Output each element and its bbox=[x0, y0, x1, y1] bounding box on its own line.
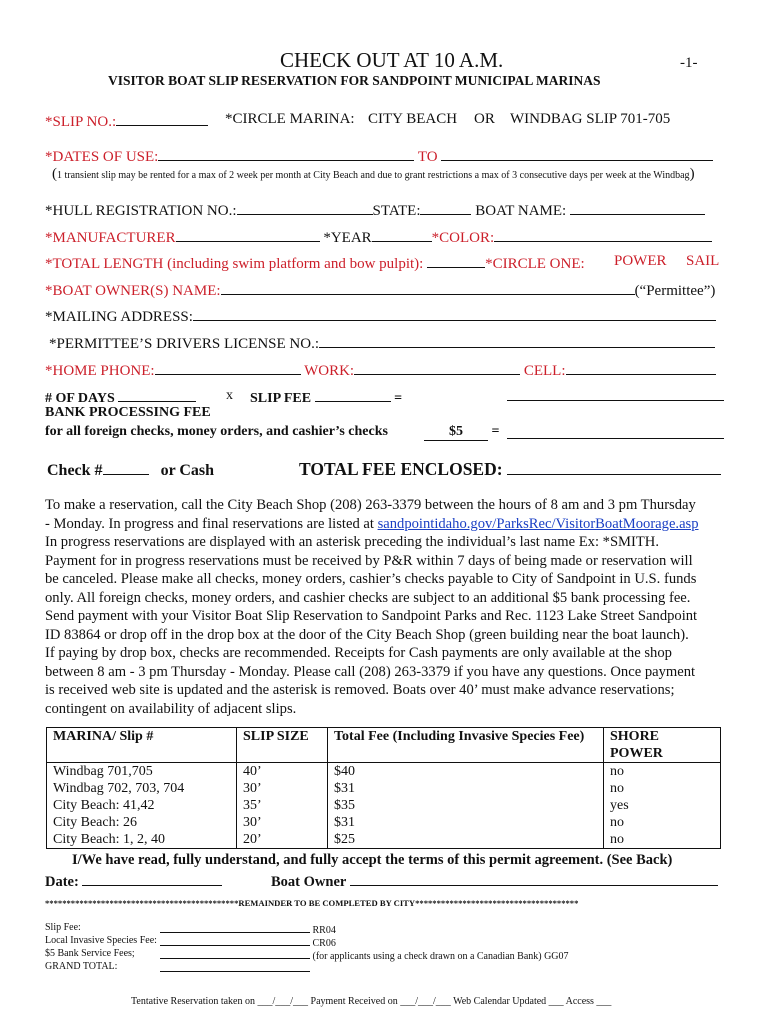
date-to-field[interactable] bbox=[441, 146, 713, 161]
owner-label: *BOAT OWNER(S) NAME: bbox=[45, 283, 221, 299]
transient-note-text: 1 transient slip may be rented for a max of 2 week per month at City Beach and due to grant restrictions a max of 3 consecutive days per week at the Windbag bbox=[57, 170, 690, 181]
slip-fee-office: Slip Fee: bbox=[45, 922, 81, 933]
color-field[interactable] bbox=[494, 227, 712, 242]
page-number: -1- bbox=[680, 55, 698, 71]
owner-field[interactable] bbox=[221, 280, 635, 295]
moorage-link[interactable]: sandpointidaho.gov/ParksRec/VisitorBoatMoorage.asp bbox=[377, 515, 699, 532]
owner-signature-row bbox=[271, 871, 718, 891]
rate-table-header bbox=[47, 728, 721, 763]
invasive-fee-office-row: CR06 bbox=[160, 935, 336, 949]
instruction-line: Payment for in progress reservations must be received by P&R within 7 days of being made or reservation will bbox=[45, 552, 693, 569]
hull-label: *HULL REGISTRATION NO.: bbox=[45, 203, 237, 219]
marina-option-city-beach[interactable]: CITY BEACH bbox=[368, 111, 458, 127]
boat-owner-signature-field[interactable] bbox=[350, 871, 718, 886]
total-row bbox=[299, 458, 721, 480]
invasive-fee-office-field[interactable] bbox=[160, 935, 310, 946]
instruction-line-with-link: - Monday. In progress and final reservations are listed at sandpointidaho.gov/ParksRec/VisitorBoatMoorage.asp bbox=[45, 515, 699, 532]
check-row bbox=[47, 459, 214, 480]
slip-total-field[interactable] bbox=[507, 400, 724, 401]
instruction-line: In progress reservations are displayed with an asterisk preceding the individual’s last name Ex: *SMITH. bbox=[45, 534, 659, 550]
mailing-field[interactable] bbox=[193, 306, 716, 321]
instruction-line: only. All foreign checks, money orders, and cashier checks are subject to an additional $5 bank processing fee. bbox=[45, 589, 691, 606]
total-length-label: *TOTAL LENGTH (including swim platform and bow pulpit): bbox=[45, 256, 424, 272]
mailing-label: *MAILING ADDRESS: bbox=[45, 309, 193, 325]
times-sign: x bbox=[226, 388, 233, 403]
col-slip-size: SLIP SIZE bbox=[237, 728, 328, 763]
instruction-line: is received web site is updated and the asterisk is removed. Boats over 40’ must make advance reservations; bbox=[45, 682, 675, 698]
slip-fee-office-field[interactable] bbox=[160, 922, 310, 933]
dates-row bbox=[45, 146, 713, 166]
days-label: # OF DAYS bbox=[45, 391, 115, 406]
year-label: *YEAR bbox=[323, 230, 372, 246]
bank-fee-office-row: (for applicants using a check drawn on a Canadian Bank) GG07 bbox=[160, 948, 569, 962]
bank-fee-equals: = bbox=[491, 424, 500, 439]
hull-row bbox=[45, 200, 705, 220]
bank-fee-office-field[interactable] bbox=[160, 948, 310, 959]
date-row bbox=[45, 871, 222, 891]
date-label: Date: bbox=[45, 874, 79, 890]
bank-fee-label: BANK PROCESSING FEE bbox=[45, 405, 211, 420]
total-fee-cell: $40 $31 $35 $31 $25 bbox=[328, 763, 604, 849]
check-label: Check # bbox=[47, 462, 103, 479]
instruction-line: between 8 am - 3 pm Thursday - Monday. Please call (208) 263-3379 if you have any questions. Once payment bbox=[45, 663, 696, 680]
boat-name-field[interactable] bbox=[570, 200, 705, 215]
instruction-line: To make a reservation, call the City Beach Shop (208) 263-3379 between the hours of 8 am and 3 pm Thursday bbox=[45, 497, 696, 513]
manufacturer-row bbox=[45, 227, 712, 247]
slip-fee-equals: = bbox=[394, 391, 403, 406]
col-total-fee: Total Fee (Including Invasive Species Fee) bbox=[328, 728, 604, 763]
slip-fee-field[interactable] bbox=[315, 387, 391, 402]
option-power[interactable]: POWER bbox=[614, 253, 667, 269]
total-fee-field[interactable] bbox=[507, 458, 721, 475]
instruction-line: be canceled. Please make all checks, money orders, cashier’s checks payable to City of Sandpoint in U.S. funds bbox=[45, 571, 697, 587]
table-row bbox=[47, 763, 721, 849]
grand-total-office-row bbox=[160, 961, 310, 975]
instructions bbox=[45, 496, 735, 718]
slip-no-field[interactable] bbox=[116, 111, 208, 126]
option-sail[interactable]: SAIL bbox=[686, 253, 720, 269]
total-fee-label: TOTAL FEE ENCLOSED: bbox=[299, 459, 503, 479]
slip-fee-office-row: RR04 bbox=[160, 922, 336, 936]
check-number-field[interactable] bbox=[103, 459, 149, 475]
office-footer: Tentative Reservation taken on ___/___/___ Payment Received on ___/___/___ Web Calendar Updated ___ Access ___ bbox=[131, 996, 612, 1007]
instruction-line: contingent on availability of adjacent slips. bbox=[45, 700, 297, 717]
home-phone-field[interactable] bbox=[155, 360, 301, 375]
grand-total-office-field[interactable] bbox=[160, 961, 310, 972]
work-field[interactable] bbox=[354, 360, 520, 375]
state-label: STATE: bbox=[372, 203, 421, 219]
slip-fee-label: SLIP FEE bbox=[250, 391, 312, 406]
total-length-field[interactable] bbox=[427, 253, 485, 268]
page-title: CHECK OUT AT 10 A.M. bbox=[280, 48, 504, 72]
days-row bbox=[45, 387, 196, 407]
cell-label: CELL: bbox=[523, 363, 566, 379]
year-field[interactable] bbox=[372, 227, 432, 242]
hull-field[interactable] bbox=[237, 200, 373, 215]
slip-row bbox=[45, 111, 208, 131]
phone-row bbox=[45, 360, 716, 380]
marina-option-windbag[interactable]: WINDBAG SLIP 701-705 bbox=[510, 111, 671, 127]
license-label: *PERMITTEE’S DRIVERS LICENSE NO.: bbox=[49, 336, 319, 352]
transient-note: (1 transient slip may be rented for a max of 2 week per month at City Beach and due to grant restrictions a max of 3 consecutive days per week at the Windbag) bbox=[52, 166, 695, 182]
col-marina: MARINA/ Slip # bbox=[47, 728, 237, 763]
col-shore-power: SHORE POWER bbox=[604, 728, 721, 763]
instruction-line: If paying by drop box, checks are recommended. Receipts for Cash payments are only available at the shop bbox=[45, 645, 672, 661]
slip-no-label: *SLIP NO.: bbox=[45, 114, 117, 130]
days-field[interactable] bbox=[118, 387, 196, 402]
rate-table bbox=[46, 727, 721, 849]
city-section-divider: *********************************************REMAINDER TO BE COMPLETED BY CITY************************************** bbox=[45, 898, 579, 908]
shore-power-cell: no no yes no no bbox=[604, 763, 721, 849]
state-field[interactable] bbox=[420, 200, 471, 215]
instruction-line: Send payment with your Visitor Boat Slip Reservation to Sandpoint Parks and Rec. 1123 Lake Street Sandpoint bbox=[45, 608, 698, 624]
foreign-checks-label: for all foreign checks, money orders, and cashier’s checks bbox=[45, 424, 388, 439]
marina-or: OR bbox=[474, 111, 495, 127]
date-field[interactable] bbox=[82, 871, 222, 886]
or-cash-label: or Cash bbox=[160, 462, 215, 479]
dates-of-use-label: *DATES OF USE: bbox=[45, 149, 159, 165]
home-phone-label: *HOME PHONE: bbox=[45, 363, 155, 379]
circle-one-label: *CIRCLE ONE: bbox=[485, 256, 585, 272]
grand-total-office: GRAND TOTAL: bbox=[45, 961, 118, 972]
boat-owner-label: Boat Owner bbox=[271, 874, 347, 890]
manufacturer-label: *MANUFACTURER bbox=[45, 230, 176, 246]
instruction-line: ID 83864 or drop off in the drop box at the door of the City Beach Shop (green building near the boat launch). bbox=[45, 626, 689, 643]
form-subtitle: VISITOR BOAT SLIP RESERVATION FOR SANDPOINT MUNICIPAL MARINAS bbox=[108, 73, 601, 88]
date-from-field[interactable] bbox=[158, 146, 414, 161]
bank-fee-total-field[interactable] bbox=[507, 438, 724, 439]
slip-fee-row bbox=[250, 387, 402, 407]
work-label: WORK: bbox=[304, 363, 355, 379]
invasive-fee-office: Local Invasive Species Fee: bbox=[45, 935, 157, 946]
marina-cell: Windbag 701,705 Windbag 702, 703, 704 City Beach: 41,42 City Beach: 26 City Beach: 1, 2, 40 bbox=[47, 763, 237, 849]
license-row bbox=[49, 333, 715, 353]
slip-size-cell: 40’ 30’ 35’ 30’ 20’ bbox=[237, 763, 328, 849]
owner-row bbox=[45, 280, 715, 300]
agreement-statement: I/We have read, fully understand, and fully accept the terms of this permit agreement. (See Back) bbox=[72, 852, 673, 868]
permittee-note: (“Permittee”) bbox=[634, 283, 716, 299]
license-field[interactable] bbox=[319, 333, 715, 348]
length-row bbox=[45, 253, 585, 273]
bank-fee-amount-row bbox=[424, 424, 499, 441]
mailing-row bbox=[45, 306, 716, 326]
cell-field[interactable] bbox=[566, 360, 716, 375]
bank-fee-office: $5 Bank Service Fees; bbox=[45, 948, 135, 959]
to-label: TO bbox=[417, 149, 438, 165]
manufacturer-field[interactable] bbox=[176, 227, 320, 242]
circle-marina-label: *CIRCLE MARINA: bbox=[225, 111, 355, 127]
color-label: *COLOR: bbox=[431, 230, 495, 246]
bank-fee-amount: $5 bbox=[424, 424, 488, 441]
boat-name-label: BOAT NAME: bbox=[475, 203, 567, 219]
